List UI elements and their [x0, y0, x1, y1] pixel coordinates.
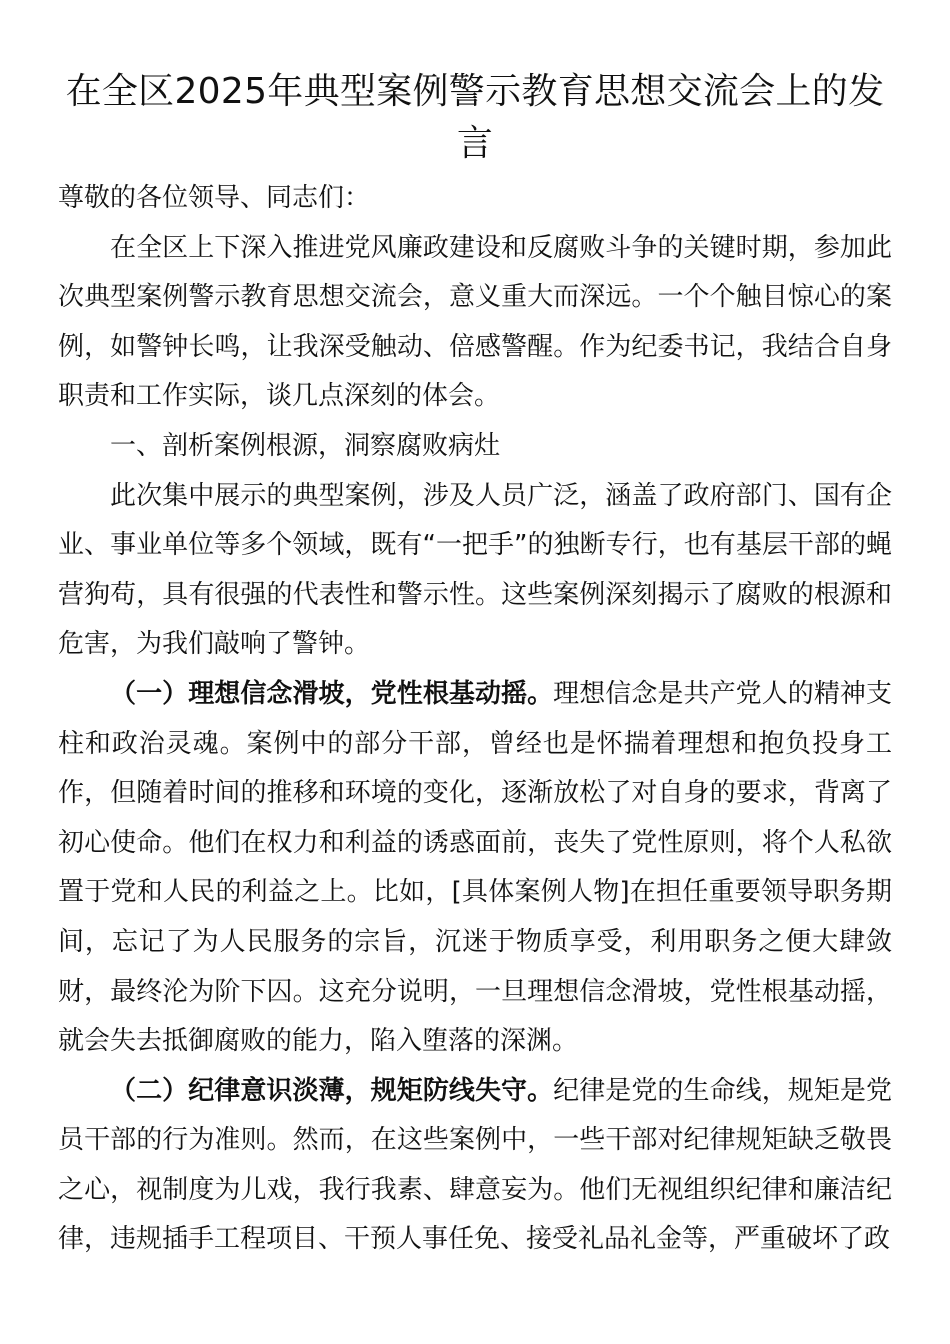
point-2-heading: （二）纪律意识淡薄，规矩防线失守。 — [110, 1075, 554, 1106]
salutation: 尊敬的各位领导、同志们： — [58, 183, 371, 213]
point-2-paragraph — [58, 1067, 892, 1265]
document-body — [58, 174, 892, 1265]
point-1-paragraph — [58, 670, 892, 1067]
point-2-body: 纪律是党的生命线，规矩是党员干部的行为准则。然而，在这些案例中，一些干部对纪律规矩缺乏敬畏之心，视制度为儿戏，我行我素、肆意妄为。他们无视组织纪律和廉洁纪律，违规插手工程项目、干预人事任免、接受礼品礼金等，严重破坏了政 — [58, 1075, 892, 1255]
section-heading-1: 一、剖析案例根源，洞察腐败病灶 — [110, 430, 501, 461]
point-1-heading: （一）理想信念滑坡，党性根基动摇。 — [110, 678, 554, 709]
section-1-paragraph: 此次集中展示的典型案例，涉及人员广泛，涵盖了政府部门、国有企业、事业单位等多个领域，既有“一把手”的独断专行，也有基层干部的蝇营狗苟，具有很强的代表性和警示性。这些案例深刻揭示了腐败的根源和危害，为我们敲响了警钟。 — [58, 480, 892, 660]
document-title: 在全区2025年典型案例警示教育思想交流会上的发言 — [65, 71, 885, 164]
intro-paragraph: 在全区上下深入推进党风廉政建设和反腐败斗争的关键时期，参加此次典型案例警示教育思想交流会，意义重大而深远。一个个触目惊心的案例，如警钟长鸣，让我深受触动、倍感警醒。作为纪委书记，我结合自身职责和工作实际，谈几点深刻的体会。 — [58, 232, 892, 412]
point-1-body: 理想信念是共产党人的精神支柱和政治灵魂。案例中的部分干部，曾经也是怀揣着理想和抱负投身工作，但随着时间的推移和环境的变化，逐渐放松了对自身的要求，背离了初心使命。他们在权力和利益的诱惑面前，丧失了党性原则，将个人私欲置于党和人民的利益之上。比如，[具体案例人物]在担任重要领导职务期间，忘记了为人民服务的宗旨，沉迷于物质享受，利用职务之便大肆敛财，最终沦为阶下囚。这充分说明，一旦理想信念滑坡，党性根基动摇，就会失去抵御腐败的能力，陷入堕落的深渊。 — [58, 678, 892, 1057]
